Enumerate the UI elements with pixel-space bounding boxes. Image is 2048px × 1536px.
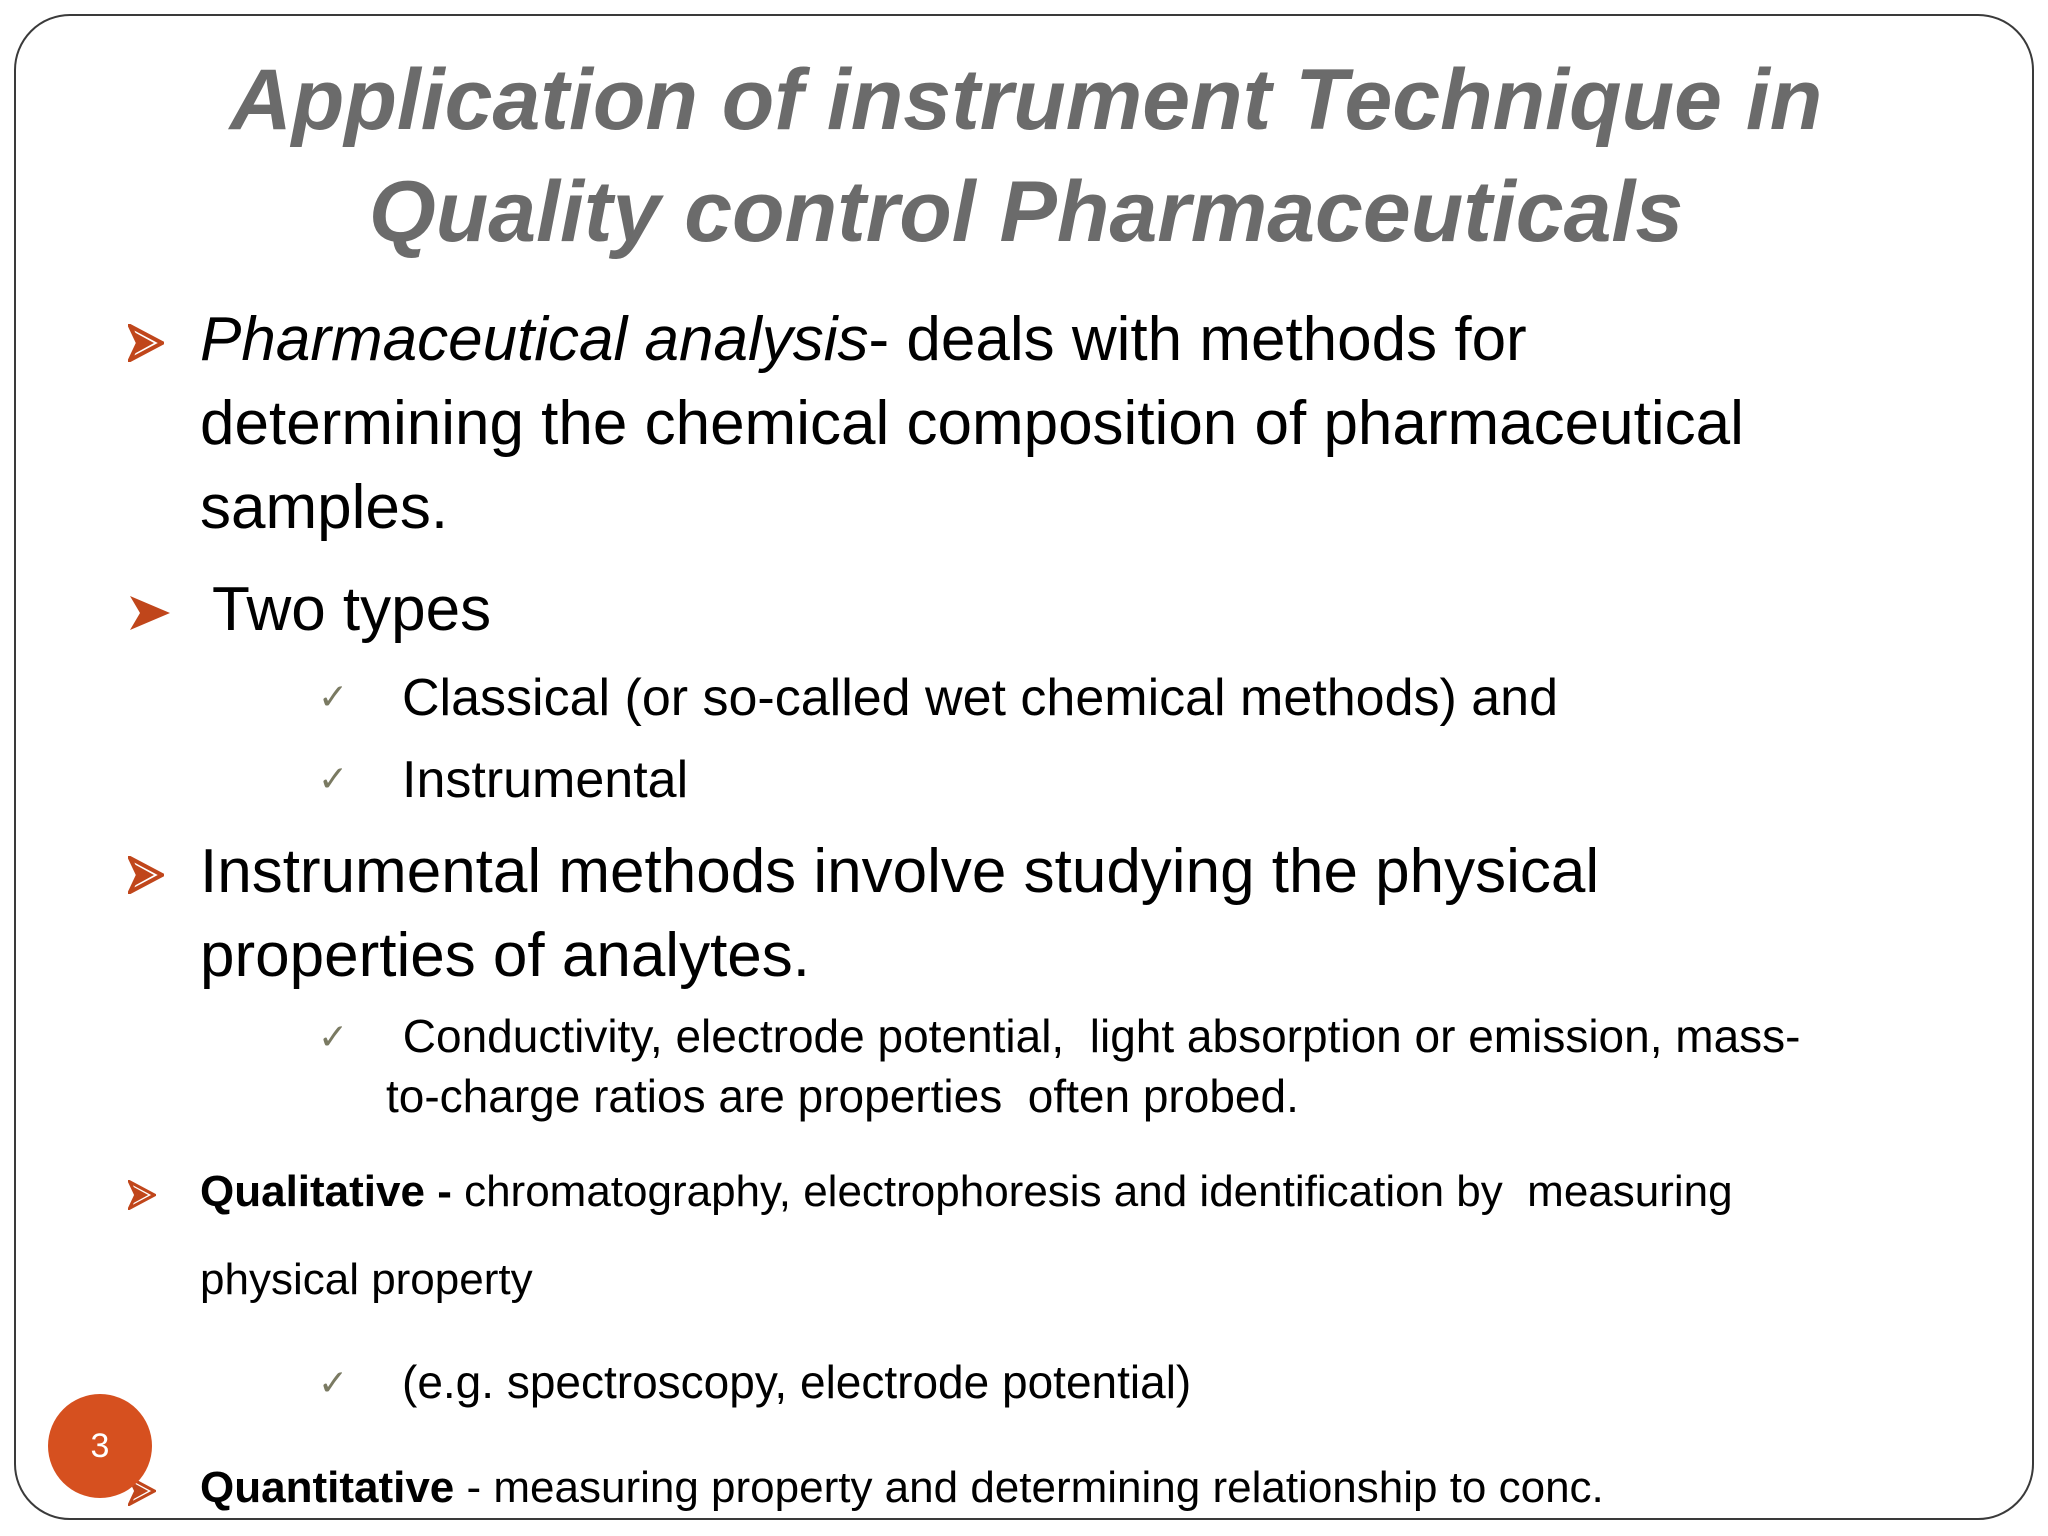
bullet-qualitative (128, 1148, 1988, 1324)
slide (14, 14, 2034, 1520)
sub-bullet-instrumental-text: Instrumental (402, 751, 689, 809)
bullet-2-text: Two types (212, 575, 492, 644)
bullet-1-line-3: samples. (200, 473, 449, 542)
checkmark-icon: ✓ (318, 1363, 349, 1404)
bullet-1-line-1 (200, 298, 1988, 382)
bullet-quantitative (128, 1444, 1988, 1520)
sub-bullet-classical-text: Classical (or so-called wet chemical methods) and (402, 669, 1559, 727)
arrow-bullet-icon (128, 856, 164, 894)
bullet-3-line-2: properties of analytes. (200, 921, 811, 990)
sub-bullet-classical (318, 657, 1918, 739)
bullet-4-definition: chromatography, electrophoresis and identification by measuring (451, 1167, 1733, 1216)
bullet-3-line-1: Instrumental methods involve studying the physical (200, 837, 1600, 906)
sub-bullet-instrumental (318, 739, 1918, 821)
bullet-1-term: Pharmaceutical analysis (200, 305, 869, 374)
bullet-5-definition: - measuring property and determining relationship to conc. (454, 1463, 1604, 1512)
bullet-5-line (200, 1444, 1988, 1520)
bullet-1-line-2: determining the chemical composition of pharmaceutical (200, 389, 1744, 458)
sub-bullet-examples-text: (e.g. spectroscopy, electrode potential) (402, 1356, 1192, 1408)
sub-bullet-properties-line-2: to-charge ratios are properties often probed. (386, 1070, 1299, 1122)
bullet-two-types (128, 568, 1988, 652)
arrow-bullet-icon (128, 1180, 156, 1210)
title-line-2: Quality control Pharmaceuticals (368, 164, 1684, 260)
checkmark-icon: ✓ (318, 677, 349, 718)
bullet-instrumental-methods (128, 830, 1988, 998)
page-number-badge: 3 (48, 1394, 152, 1498)
checkmark-icon: ✓ (318, 1017, 349, 1058)
bullet-4-line-2: physical property (200, 1255, 533, 1304)
bullet-1-definition: - deals with methods for (868, 305, 1527, 374)
bullet-4-term: Qualitative - (200, 1167, 452, 1216)
arrow-bullet-icon (128, 324, 164, 362)
title-line-1: Application of instrument Technique in (229, 52, 1823, 148)
slide-title (16, 44, 2034, 268)
bullet-5-term: Quantitative (200, 1463, 455, 1512)
arrow-bullet-icon (128, 594, 172, 632)
bullet-pharmaceutical-analysis (128, 298, 1988, 550)
sub-bullet-properties-line-1: Conductivity, electrode potential, light absorption or emission, mass- (390, 1010, 1801, 1062)
sub-bullet-properties (318, 1006, 1998, 1126)
sub-bullet-examples (318, 1352, 1918, 1412)
checkmark-icon: ✓ (318, 759, 349, 800)
bullet-4-line-1 (200, 1148, 1988, 1236)
